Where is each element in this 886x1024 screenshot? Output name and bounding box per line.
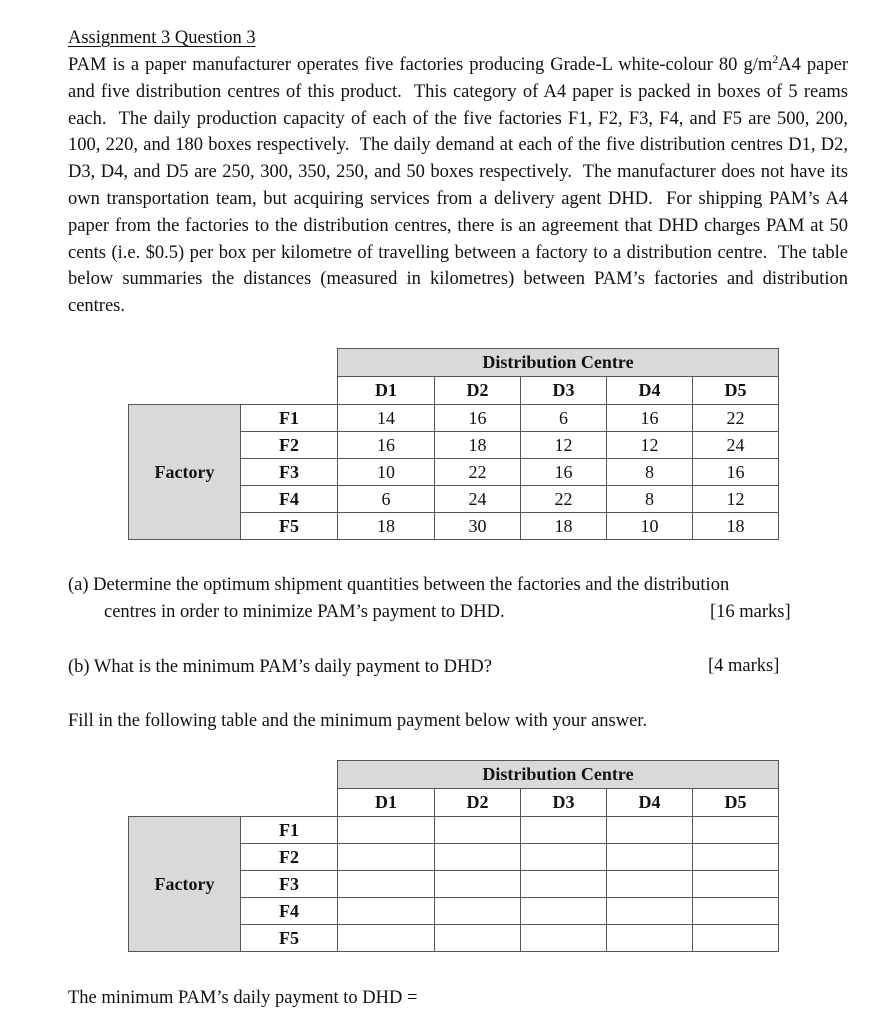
factory-row-group: Factory — [129, 817, 241, 952]
answer-cell[interactable] — [607, 925, 693, 952]
question-a-line-2: centres in order to minimize PAM’s payment to DHD. — [104, 602, 505, 622]
distance-cell: 12 — [693, 486, 779, 513]
answer-cell[interactable] — [521, 817, 607, 844]
distribution-centre-header: Distribution Centre — [338, 349, 779, 377]
distance-cell: 18 — [521, 513, 607, 540]
answer-cell[interactable] — [435, 925, 521, 952]
row-header-f1: F1 — [241, 405, 338, 432]
answer-cell[interactable] — [607, 817, 693, 844]
col-header-d5: D5 — [693, 377, 779, 405]
row-header-f4: F4 — [241, 898, 338, 925]
distance-cell: 14 — [338, 405, 435, 432]
row-header-f4: F4 — [241, 486, 338, 513]
statement-part-1: PAM is a paper manufacturer operates five factories producing Grade-L white-colour 80 g/m — [68, 55, 773, 75]
row-header-f5: F5 — [241, 513, 338, 540]
distance-cell: 8 — [607, 486, 693, 513]
blank-corner — [129, 761, 338, 789]
answer-cell[interactable] — [338, 925, 435, 952]
answer-cell[interactable] — [607, 844, 693, 871]
distance-cell: 12 — [607, 432, 693, 459]
blank-corner — [129, 377, 338, 405]
assignment-title: Assignment 3 Question 3 — [68, 28, 256, 48]
question-a-line-1: (a) Determine the optimum shipment quantities between the factories and the distribution — [68, 575, 730, 595]
row-header-f5: F5 — [241, 925, 338, 952]
distance-cell: 22 — [693, 405, 779, 432]
answer-cell[interactable] — [693, 925, 779, 952]
distance-cell: 10 — [607, 513, 693, 540]
row-header-f3: F3 — [241, 459, 338, 486]
col-header-d1: D1 — [338, 377, 435, 405]
answer-table — [128, 760, 779, 952]
distribution-centre-header: Distribution Centre — [338, 761, 779, 789]
distance-cell: 6 — [338, 486, 435, 513]
distance-cell: 24 — [435, 486, 521, 513]
distance-cell: 18 — [435, 432, 521, 459]
col-header-d4: D4 — [607, 789, 693, 817]
distance-cell: 16 — [521, 459, 607, 486]
answer-cell[interactable] — [338, 844, 435, 871]
answer-cell[interactable] — [338, 817, 435, 844]
row-header-f1: F1 — [241, 817, 338, 844]
answer-cell[interactable] — [435, 817, 521, 844]
answer-cell[interactable] — [338, 871, 435, 898]
distance-table — [128, 348, 779, 540]
col-header-d2: D2 — [435, 789, 521, 817]
col-header-d4: D4 — [607, 377, 693, 405]
blank-corner — [129, 789, 338, 817]
question-b: (b) What is the minimum PAM’s daily payment to DHD? — [68, 657, 492, 677]
answer-cell[interactable] — [693, 898, 779, 925]
distance-cell: 22 — [521, 486, 607, 513]
answer-cell[interactable] — [338, 898, 435, 925]
row-header-f2: F2 — [241, 432, 338, 459]
answer-cell[interactable] — [607, 898, 693, 925]
distance-cell: 22 — [435, 459, 521, 486]
answer-cell[interactable] — [693, 817, 779, 844]
distance-cell: 16 — [338, 432, 435, 459]
col-header-d5: D5 — [693, 789, 779, 817]
statement-part-2: A4 paper and five distribution centres of this product. This category of A4 paper is packed in boxes of 5 reams each. The daily production capacity of each of the five factories F1, F2, F3, F4, and F5 are 500, 200, 100, 220, and 180 boxes respectively. The daily demand at each of the five distribution centres D1, D2, D3, D4, and D5 are 250, 300, 350, 250, and 50 boxes respectively. The manufacturer does not have its own transportation team, but acquiring services from a delivery agent DHD. For shipping PAM’s A4 paper from the factories to the distribution centres, there is an agreement that DHD charges PAM at 50 cents (i.e. $0.5) per box per kilometre of travelling between a factory to a distribution centre. The table below summaries the distances (measured in kilometres) between PAM’s factories and distribution centres. — [68, 55, 853, 317]
row-header-f3: F3 — [241, 871, 338, 898]
superscript-2: 2 — [772, 51, 779, 66]
answer-cell[interactable] — [693, 871, 779, 898]
question-b-marks: [4 marks] — [708, 656, 780, 676]
answer-cell[interactable] — [435, 898, 521, 925]
distance-cell: 8 — [607, 459, 693, 486]
problem-statement — [68, 51, 853, 320]
distance-cell: 16 — [435, 405, 521, 432]
answer-cell[interactable] — [521, 925, 607, 952]
answer-cell[interactable] — [693, 844, 779, 871]
answer-cell[interactable] — [521, 898, 607, 925]
answer-cell[interactable] — [435, 844, 521, 871]
col-header-d3: D3 — [521, 377, 607, 405]
distance-cell: 24 — [693, 432, 779, 459]
distance-cell: 16 — [607, 405, 693, 432]
distance-cell: 18 — [338, 513, 435, 540]
distance-cell: 16 — [693, 459, 779, 486]
distance-cell: 10 — [338, 459, 435, 486]
instruction-text: Fill in the following table and the minimum payment below with your answer. — [68, 711, 648, 731]
distance-cell: 18 — [693, 513, 779, 540]
col-header-d1: D1 — [338, 789, 435, 817]
distance-cell: 6 — [521, 405, 607, 432]
minimum-payment-line: The minimum PAM’s daily payment to DHD = — [68, 988, 418, 1008]
answer-cell[interactable] — [607, 871, 693, 898]
answer-cell[interactable] — [435, 871, 521, 898]
col-header-d2: D2 — [435, 377, 521, 405]
answer-cell[interactable] — [521, 871, 607, 898]
question-a-marks: [16 marks] — [710, 602, 791, 622]
col-header-d3: D3 — [521, 789, 607, 817]
distance-cell: 12 — [521, 432, 607, 459]
blank-corner — [129, 349, 338, 377]
answer-cell[interactable] — [521, 844, 607, 871]
row-header-f2: F2 — [241, 844, 338, 871]
factory-row-group: Factory — [129, 405, 241, 540]
distance-cell: 30 — [435, 513, 521, 540]
